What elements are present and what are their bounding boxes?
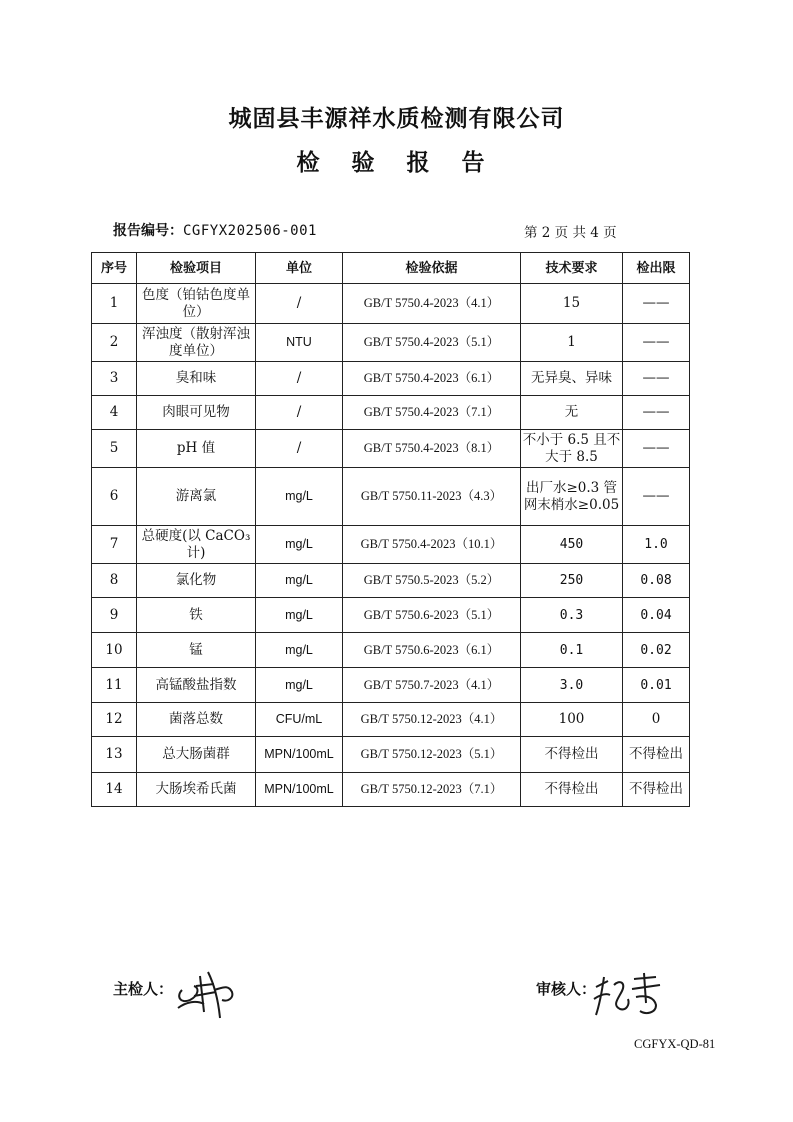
cell-no: 6 <box>92 468 137 526</box>
table-row <box>92 396 690 430</box>
page-indicator: 第 2 页 共 4 页 <box>524 225 617 241</box>
table-row <box>92 737 690 773</box>
cell-item: 臭和味 <box>137 362 256 396</box>
cell-item: 铁 <box>137 598 256 633</box>
cell-item: 色度（铂钴色度单位） <box>137 284 256 324</box>
cell-requirement: 15 <box>521 284 623 324</box>
cell-limit: —— <box>623 362 690 396</box>
table-row <box>92 324 690 362</box>
cell-no: 4 <box>92 396 137 430</box>
cell-item: 总硬度(以 CaCO₃计) <box>137 526 256 564</box>
cell-limit: 0.08 <box>623 564 690 598</box>
cell-unit: mg/L <box>256 633 343 668</box>
report-number-label: 报告编号： <box>113 223 183 239</box>
cell-no: 9 <box>92 598 137 633</box>
cell-no: 2 <box>92 324 137 362</box>
col-header-detection-limit: 检出限 <box>623 253 690 284</box>
cell-limit: —— <box>623 324 690 362</box>
table-row <box>92 468 690 526</box>
cell-item: 大肠埃希氏菌 <box>137 773 256 807</box>
cell-limit: —— <box>623 396 690 430</box>
report-number-value: CGFYX202506-001 <box>183 223 317 239</box>
table-row <box>92 668 690 703</box>
cell-requirement: 不得检出 <box>521 773 623 807</box>
cell-no: 5 <box>92 430 137 468</box>
report-number <box>113 220 317 240</box>
cell-unit: / <box>256 284 343 324</box>
cell-no: 13 <box>92 737 137 773</box>
form-code: CGFYX-QD-81 <box>634 1037 716 1051</box>
cell-requirement: 0.3 <box>521 598 623 633</box>
cell-requirement: 无 <box>521 396 623 430</box>
cell-item: 肉眼可见物 <box>137 396 256 430</box>
cell-limit: 1.0 <box>623 526 690 564</box>
cell-method: GB/T 5750.5-2023（5.2） <box>343 564 521 598</box>
col-header-unit: 单位 <box>256 253 343 284</box>
cell-unit: MPN/100mL <box>256 737 343 773</box>
cell-limit: —— <box>623 284 690 324</box>
cell-method: GB/T 5750.12-2023（5.1） <box>343 737 521 773</box>
cell-unit: mg/L <box>256 526 343 564</box>
cell-unit: MPN/100mL <box>256 773 343 807</box>
cell-limit: —— <box>623 468 690 526</box>
cell-no: 10 <box>92 633 137 668</box>
cell-method: GB/T 5750.12-2023（7.1） <box>343 773 521 807</box>
cell-no: 8 <box>92 564 137 598</box>
cell-unit: mg/L <box>256 598 343 633</box>
cell-unit: / <box>256 362 343 396</box>
cell-requirement: 100 <box>521 703 623 737</box>
cell-method: GB/T 5750.4-2023（4.1） <box>343 284 521 324</box>
cell-no: 14 <box>92 773 137 807</box>
cell-method: GB/T 5750.4-2023（5.1） <box>343 324 521 362</box>
cell-requirement: 出厂水≥0.3 管网末梢水≥0.05 <box>521 468 623 526</box>
company-name: 城固县丰源祥水质检测有限公司 <box>228 105 565 132</box>
cell-method: GB/T 5750.7-2023（4.1） <box>343 668 521 703</box>
cell-limit: —— <box>623 430 690 468</box>
col-header-method: 检验依据 <box>343 253 521 284</box>
report-title: 检 验 报 告 <box>296 149 497 176</box>
results-table <box>91 252 690 807</box>
cell-unit: / <box>256 430 343 468</box>
cell-limit: 不得检出 <box>623 773 690 807</box>
table-row <box>92 430 690 468</box>
cell-no: 7 <box>92 526 137 564</box>
cell-method: GB/T 5750.12-2023（4.1） <box>343 703 521 737</box>
cell-unit: CFU/mL <box>256 703 343 737</box>
cell-requirement: 3.0 <box>521 668 623 703</box>
cell-limit: 0.02 <box>623 633 690 668</box>
cell-no: 12 <box>92 703 137 737</box>
inspector-signature <box>170 962 245 1022</box>
cell-requirement: 不得检出 <box>521 737 623 773</box>
cell-unit: mg/L <box>256 564 343 598</box>
reviewer-label: 审核人： <box>536 980 597 998</box>
cell-limit: 0.04 <box>623 598 690 633</box>
table-row <box>92 633 690 668</box>
col-header-requirement: 技术要求 <box>521 253 623 284</box>
reviewer-signature <box>590 965 670 1020</box>
col-header-item: 检验项目 <box>137 253 256 284</box>
table-row <box>92 526 690 564</box>
table-header-row <box>92 253 690 284</box>
cell-unit: mg/L <box>256 668 343 703</box>
cell-method: GB/T 5750.4-2023（8.1） <box>343 430 521 468</box>
cell-no: 3 <box>92 362 137 396</box>
cell-item: 游离氯 <box>137 468 256 526</box>
cell-method: GB/T 5750.4-2023（7.1） <box>343 396 521 430</box>
cell-unit: mg/L <box>256 468 343 526</box>
cell-method: GB/T 5750.6-2023（6.1） <box>343 633 521 668</box>
cell-item: 高锰酸盐指数 <box>137 668 256 703</box>
cell-requirement: 450 <box>521 526 623 564</box>
cell-item: 锰 <box>137 633 256 668</box>
table-row <box>92 598 690 633</box>
cell-method: GB/T 5750.6-2023（5.1） <box>343 598 521 633</box>
cell-item: 氯化物 <box>137 564 256 598</box>
cell-no: 11 <box>92 668 137 703</box>
table-row <box>92 284 690 324</box>
cell-requirement: 不小于 6.5 且不大于 8.5 <box>521 430 623 468</box>
cell-method: GB/T 5750.4-2023（6.1） <box>343 362 521 396</box>
cell-limit: 0 <box>623 703 690 737</box>
cell-limit: 不得检出 <box>623 737 690 773</box>
table-row <box>92 773 690 807</box>
cell-item: 菌落总数 <box>137 703 256 737</box>
table-row <box>92 703 690 737</box>
cell-method: GB/T 5750.4-2023（10.1） <box>343 526 521 564</box>
cell-no: 1 <box>92 284 137 324</box>
table-row <box>92 362 690 396</box>
cell-unit: / <box>256 396 343 430</box>
inspector-label: 主检人： <box>113 980 174 998</box>
cell-requirement: 0.1 <box>521 633 623 668</box>
table-row <box>92 564 690 598</box>
cell-item: 浑浊度（散射浑浊度单位） <box>137 324 256 362</box>
cell-limit: 0.01 <box>623 668 690 703</box>
cell-method: GB/T 5750.11-2023（4.3） <box>343 468 521 526</box>
cell-requirement: 250 <box>521 564 623 598</box>
cell-item: pH 值 <box>137 430 256 468</box>
col-header-no: 序号 <box>92 253 137 284</box>
cell-requirement: 1 <box>521 324 623 362</box>
cell-unit: NTU <box>256 324 343 362</box>
cell-requirement: 无异臭、异味 <box>521 362 623 396</box>
cell-item: 总大肠菌群 <box>137 737 256 773</box>
